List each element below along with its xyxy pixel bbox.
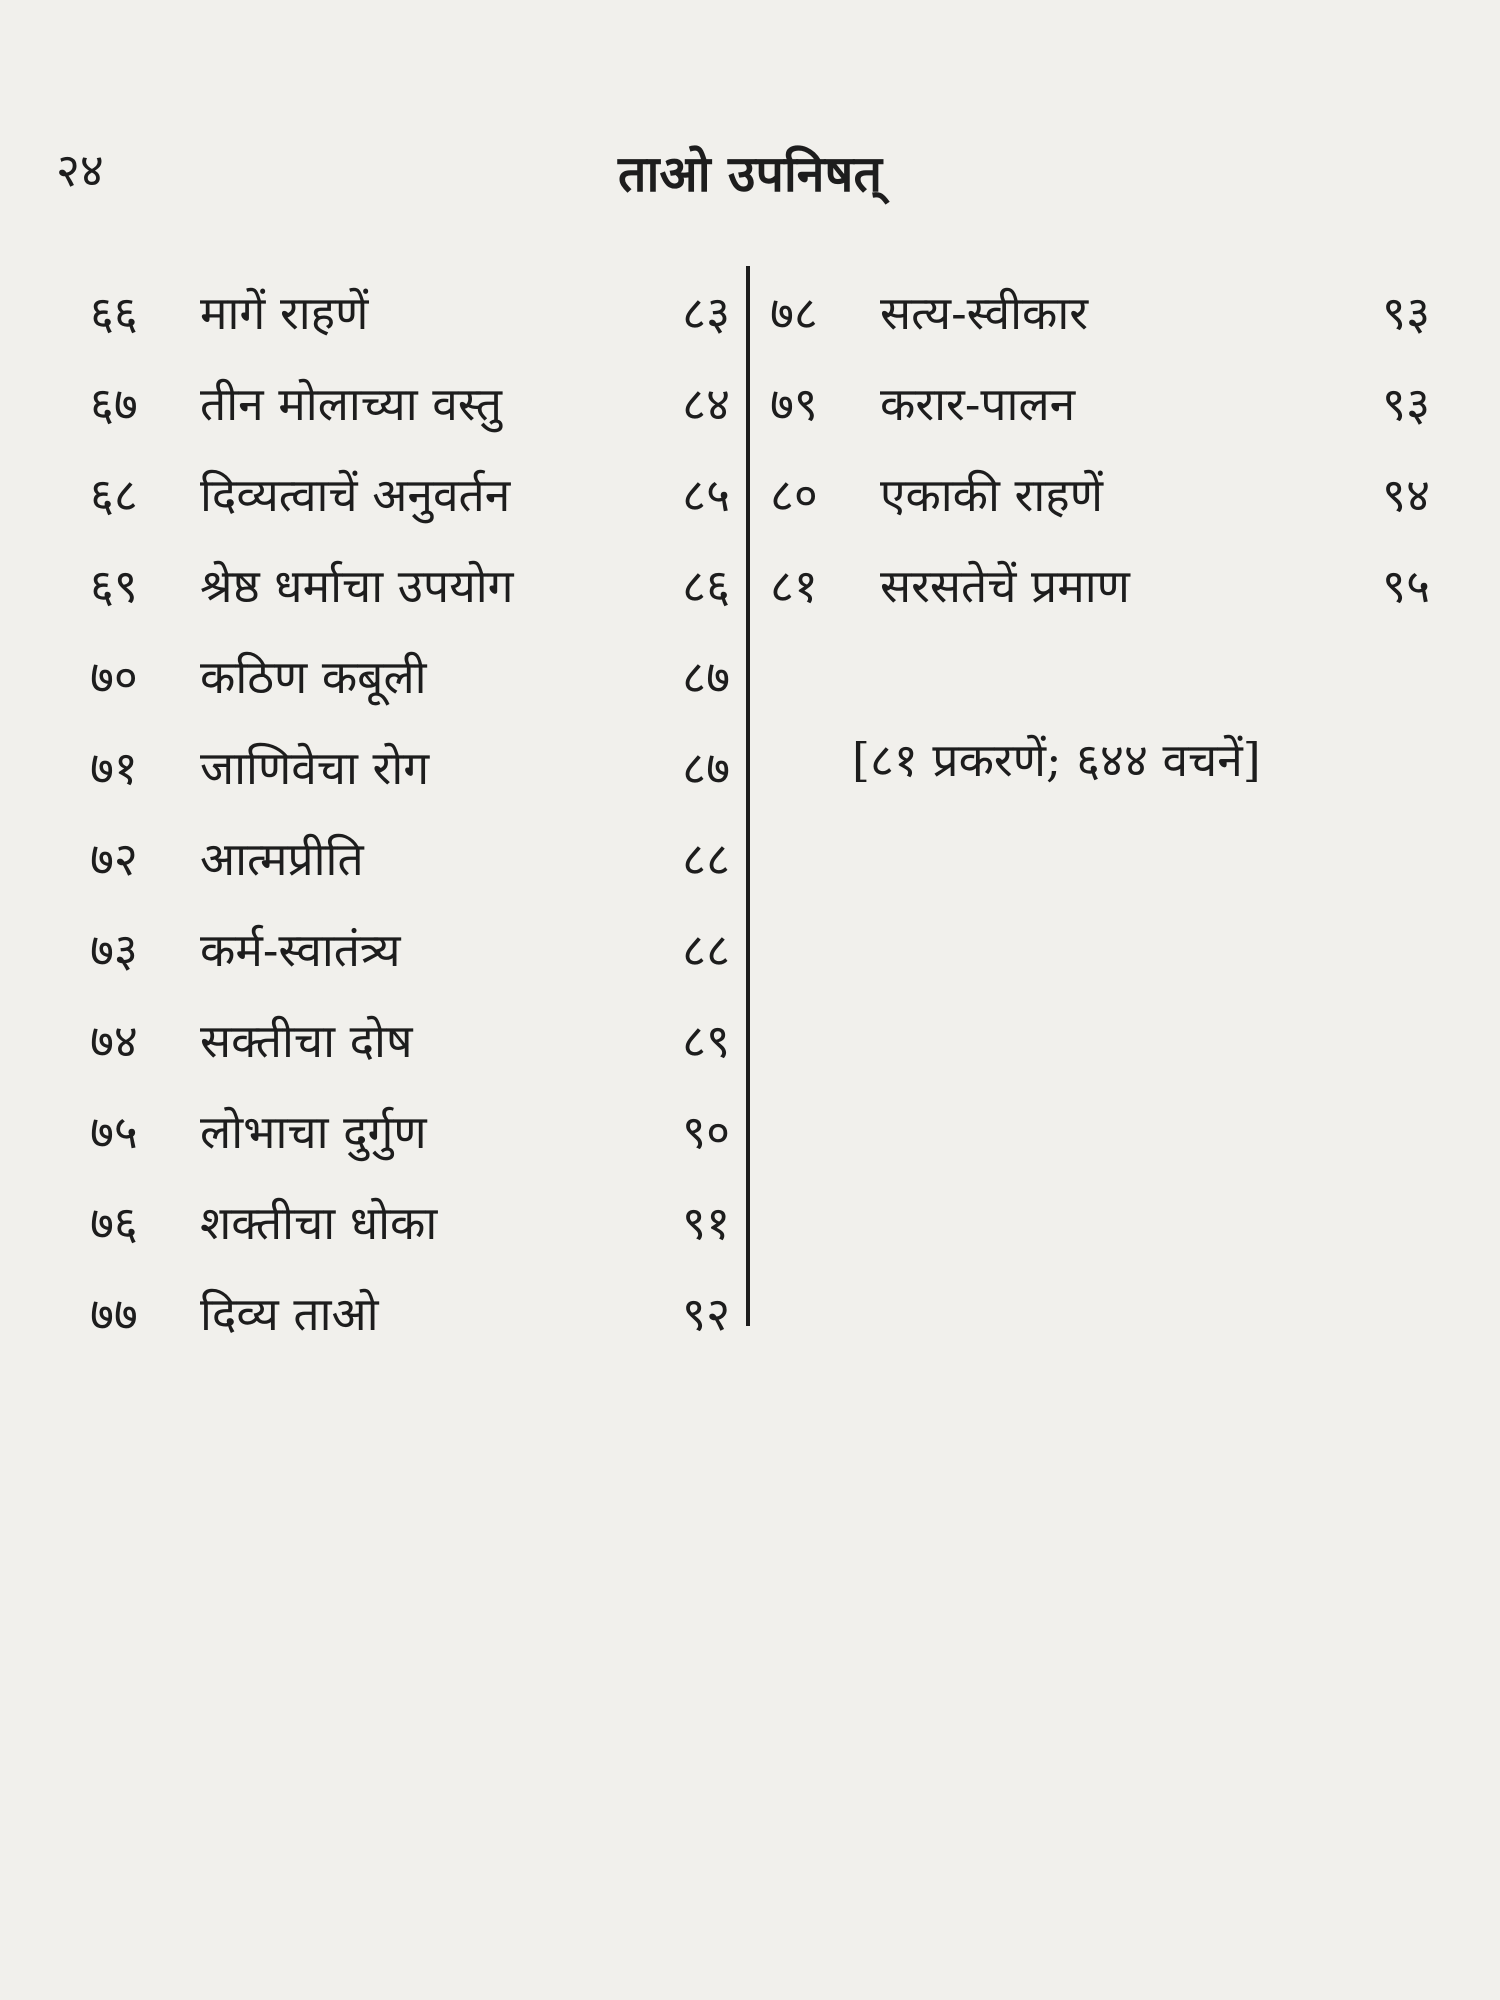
entry-page: ९५ [1382, 559, 1430, 613]
toc-entry [90, 1087, 730, 1178]
entry-page: ९३ [1382, 377, 1430, 431]
entry-title: श्रेष्ठ धर्माचा उपयोग [200, 559, 514, 613]
entry-page: ९२ [682, 1287, 730, 1341]
toc-entry [770, 541, 1430, 632]
toc-summary: [८१ प्रकरणें; ६४४ वचनें] [852, 733, 1261, 787]
entry-number: ६९ [90, 559, 138, 613]
entry-number: ६६ [90, 286, 138, 340]
entry-page: ८७ [682, 650, 730, 704]
entry-number: ७३ [90, 923, 138, 977]
entry-page: ८८ [682, 832, 730, 886]
entry-title: लोभाचा दुर्गुण [200, 1105, 427, 1159]
entry-number: ८१ [770, 559, 818, 613]
entry-number: ६८ [90, 468, 138, 522]
entry-title: जाणिवेचा रोग [200, 741, 430, 795]
entry-page: ८६ [682, 559, 730, 613]
entry-page: ९१ [682, 1196, 730, 1250]
entry-title: सरसतेचें प्रमाण [880, 559, 1130, 613]
entry-number: ७२ [90, 832, 138, 886]
toc-entry [770, 359, 1430, 450]
entry-page: ८८ [682, 923, 730, 977]
entry-page: ८७ [682, 741, 730, 795]
entry-page: ८५ [682, 468, 730, 522]
entry-number: ७४ [90, 1014, 138, 1068]
entry-title: एकाकी राहणें [880, 468, 1103, 522]
page-title: ताओ उपनिषत् [618, 144, 882, 203]
entry-number: ७९ [770, 377, 818, 431]
entry-title: दिव्य ताओ [200, 1287, 379, 1341]
toc-entry [770, 450, 1430, 541]
toc-entry [90, 450, 730, 541]
entry-title: सक्तीचा दोष [200, 1014, 413, 1068]
column-divider [746, 266, 750, 1326]
toc-entry [90, 541, 730, 632]
entry-title: तीन मोलाच्या वस्तु [200, 377, 502, 431]
toc-entry [770, 268, 1430, 359]
entry-number: ७६ [90, 1196, 138, 1250]
toc-entry [90, 905, 730, 996]
entry-number: ७७ [90, 1287, 138, 1341]
entry-number: ७१ [90, 741, 138, 795]
entry-number: ७० [90, 650, 138, 704]
toc-entry [90, 268, 730, 359]
entry-title: करार-पालन [880, 377, 1076, 431]
toc-entry [90, 723, 730, 814]
toc-entry [90, 1269, 730, 1360]
entry-title: कठिण कबूली [200, 650, 427, 704]
entry-number: ७५ [90, 1105, 138, 1159]
toc-entry [90, 632, 730, 723]
page-number: २४ [56, 143, 104, 197]
entry-page: ८९ [682, 1014, 730, 1068]
entry-title: मागें राहणें [200, 286, 369, 340]
toc-entry [90, 359, 730, 450]
entry-page: ९० [682, 1105, 730, 1159]
toc-entry [90, 814, 730, 905]
entry-number: ७८ [770, 286, 818, 340]
toc-left-column [90, 268, 730, 1360]
entry-title: आत्मप्रीति [200, 832, 364, 886]
toc-right-column [770, 268, 1430, 632]
entry-page: ९३ [1382, 286, 1430, 340]
entry-title: दिव्यत्वाचें अनुवर्तन [200, 468, 511, 522]
entry-page: ८४ [682, 377, 730, 431]
entry-page: ८३ [682, 286, 730, 340]
entry-number: ८० [770, 468, 818, 522]
entry-number: ६७ [90, 377, 138, 431]
entry-title: शक्तीचा धोका [200, 1196, 438, 1250]
entry-title: कर्म-स्वातंत्र्य [200, 923, 401, 977]
entry-page: ९४ [1382, 468, 1430, 522]
toc-entry [90, 1178, 730, 1269]
entry-title: सत्य-स्वीकार [880, 286, 1089, 340]
toc-entry [90, 996, 730, 1087]
